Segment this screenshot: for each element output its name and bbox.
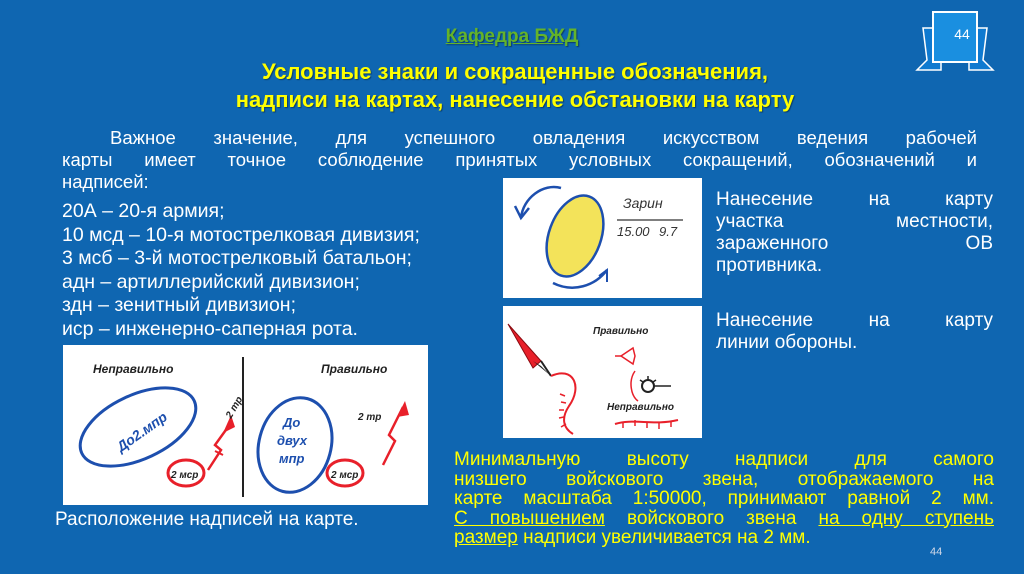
badge-number: 44 — [954, 26, 970, 42]
slide-title — [170, 58, 860, 114]
description-line: Нанесение на карту — [716, 310, 993, 331]
figure-caption: Расположение надписей на карте. — [55, 509, 359, 530]
abbreviation-item: адн – артиллерийский дивизион; — [62, 270, 360, 293]
min-height-line — [454, 528, 994, 548]
label-placement-drawing — [63, 345, 428, 505]
wrong-unit-small: 2 мср — [171, 470, 199, 481]
oval-right-text-1: До — [283, 415, 301, 430]
incorrect-label: Неправильно — [607, 402, 675, 413]
min-height-line: Минимальную высоту надписи для самого — [454, 449, 994, 470]
abbreviation-item: 20А – 20-я армия; — [62, 200, 225, 222]
ribbon-badge-icon — [915, 10, 995, 80]
wrong-unit-flag: 2 тр — [224, 394, 246, 421]
oval-wrong-text: До2.мпр — [113, 408, 171, 455]
abbreviation-item: 3 мсб – 3-й мотострелковый батальон; — [62, 247, 412, 269]
min-height-paragraph — [454, 450, 994, 548]
agent-name: Зарин — [623, 195, 663, 211]
description-line: линии обороны. — [716, 332, 858, 353]
underlined-text: размер — [454, 527, 518, 548]
right-unit-small: 2 мср — [331, 470, 359, 481]
underlined-text: на одну ступень — [818, 507, 994, 529]
description-line: противника. — [716, 255, 823, 276]
intro-line: Важное значение, для успешного овладения искусством ведения рабочей — [110, 127, 977, 148]
abbreviation-item: иср – инженерно-саперная рота. — [62, 317, 358, 340]
correct-label: Правильно — [593, 326, 649, 337]
intro-line: карты имеет точное соблюдение принятых условных сокращений, обозначений и — [62, 149, 977, 170]
underlined-text: С повышением — [454, 507, 605, 529]
contamination-drawing — [503, 178, 702, 298]
agent-date: 9.7 — [659, 224, 678, 239]
agent-time: 15.00 — [617, 224, 650, 239]
abbreviation-list — [62, 200, 502, 341]
page-number: 44 — [930, 546, 943, 558]
contamination-figure — [503, 178, 702, 298]
right-placement-label: Правильно — [321, 362, 388, 376]
min-height-line — [454, 509, 994, 529]
right-unit-flag: 2 тр — [358, 412, 382, 423]
title-line-2: надписи на картах, нанесение обстановки на карту — [235, 87, 795, 112]
min-height-line: низшего войскового звена, отображаемого на — [454, 468, 994, 490]
defense-line-drawing — [503, 306, 702, 438]
defense-line-figure — [503, 306, 702, 438]
label-placement-figure — [63, 345, 428, 505]
department-title: Кафедра БЖД — [445, 26, 579, 47]
abbreviation-item: 10 мсд – 10-я мотострелковая дивизия; — [62, 223, 420, 246]
plain-text: надписи увеличивается на 2 мм. — [517, 527, 811, 548]
plain-text: войскового звена — [604, 507, 819, 529]
description-line: Нанесение на карту — [716, 189, 993, 210]
contamination-description — [716, 189, 993, 277]
oval-right-text-2: двух — [277, 433, 308, 448]
description-line: зараженного ОВ — [716, 233, 993, 254]
defense-line-description — [716, 310, 993, 354]
wrong-placement-label: Неправильно — [93, 362, 174, 376]
description-line: участка местности, — [716, 211, 993, 232]
title-line-1: Условные знаки и сокращенные обозначения, — [261, 59, 769, 84]
intro-line: надписей: — [62, 171, 149, 192]
abbreviation-item: здн – зенитный дивизион; — [62, 294, 296, 316]
min-height-line: карте масштаба 1:50000, принимают равной 2 мм. — [454, 488, 994, 509]
oval-right-text-3: мпр — [279, 451, 305, 466]
